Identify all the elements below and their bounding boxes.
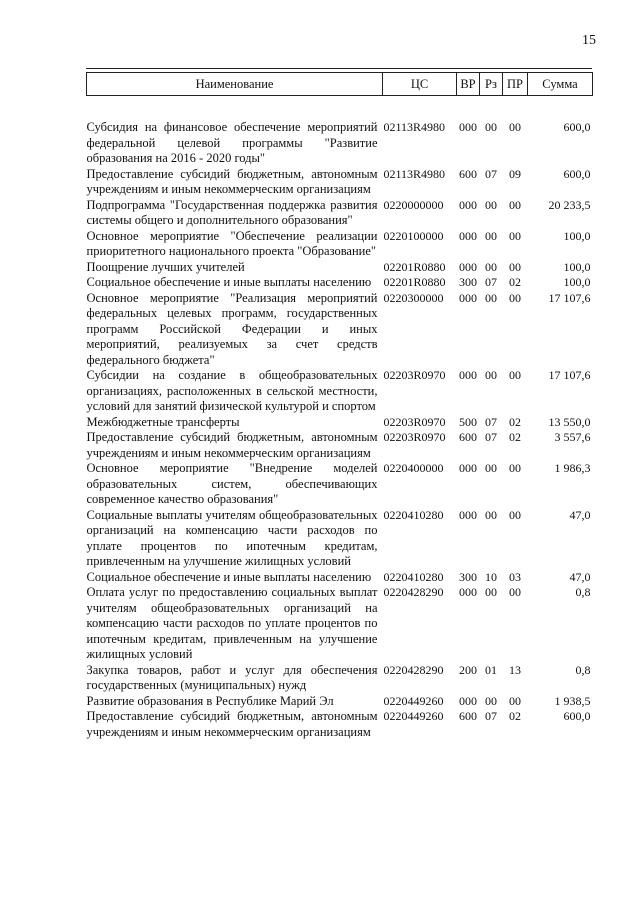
row-sum: 100,0 [563, 275, 591, 289]
page-number: 15 [582, 33, 596, 48]
row-name: Социальное обеспечение и иные выплаты населению [86, 569, 372, 584]
row-vr: 600 [459, 166, 477, 181]
table-row [87, 368, 593, 415]
row-cs: 0220449260 [383, 709, 444, 723]
row-pr: 02 [509, 414, 521, 429]
row-rz: 00 [485, 259, 497, 274]
row-vr: 000 [459, 120, 477, 134]
table-row [87, 96, 593, 167]
row-cs: 02113R4980 [383, 120, 446, 134]
row-rz: 00 [485, 585, 497, 599]
row-pr: 03 [509, 569, 521, 584]
row-rz: 07 [485, 709, 497, 723]
row-name: Предоставление субсидий бюджетным, автономным учреждениям и иным некоммерческим организациям [86, 709, 378, 739]
row-pr: 09 [509, 166, 521, 181]
row-name: Закупка товаров, работ и услуг для обеспечения государственных (муниципальных) нужд [86, 662, 378, 692]
table-row [87, 275, 593, 291]
row-rz: 00 [485, 197, 497, 212]
row-sum: 17 107,6 [548, 368, 591, 382]
table-body [87, 96, 593, 741]
row-pr: 00 [509, 197, 521, 212]
row-pr: 00 [509, 461, 521, 475]
header-sum: Сумма [528, 73, 593, 96]
row-vr: 000 [459, 228, 477, 243]
row-name: Предоставление субсидий бюджетным, автономным учреждениям и иным некоммерческим организациям [86, 430, 378, 460]
row-vr: 000 [459, 290, 477, 305]
row-rz: 07 [485, 166, 497, 181]
row-pr: 02 [509, 430, 521, 444]
row-rz: 00 [485, 290, 497, 305]
row-cs: 0220428290 [383, 662, 444, 677]
row-rz: 00 [485, 228, 497, 243]
row-cs: 02201R0880 [383, 275, 446, 289]
row-cs: 0220300000 [383, 290, 444, 305]
row-name: Развитие образования в Республике Марий Эл [86, 693, 334, 708]
row-vr: 300 [459, 275, 477, 289]
row-vr: 200 [459, 662, 477, 677]
row-sum: 0,8 [575, 662, 591, 677]
row-name: Основное мероприятие "Реализация мероприятий федеральных целевых программ, государственных программ Российской Федерации и иных мероприятий, реализуемых за счет средств федерального бюджета" [86, 290, 378, 367]
header-name: Наименование [87, 73, 383, 96]
row-cs: 0220428290 [383, 585, 444, 599]
table-row [87, 461, 593, 508]
row-vr: 000 [459, 461, 477, 475]
row-sum: 1 986,3 [554, 461, 591, 475]
header-rz: Рз [480, 73, 503, 96]
table-row [87, 570, 593, 586]
row-vr: 500 [459, 414, 477, 429]
row-vr: 600 [459, 709, 477, 723]
table-row [87, 291, 593, 369]
row-name: Основное мероприятие "Внедрение моделей образовательных систем, обеспечивающих современное качество образования" [86, 461, 378, 506]
row-cs: 0220400000 [383, 461, 444, 475]
row-cs: 02203R0970 [383, 430, 446, 444]
top-rule [86, 68, 592, 69]
row-name: Субсидия на финансовое обеспечение мероприятий федеральной целевой программы "Развитие образования на 2016 - 2020 годы" [86, 120, 378, 165]
row-sum: 20 233,5 [548, 197, 591, 212]
row-name: Поощрение лучших учителей [86, 259, 245, 274]
row-sum: 600,0 [563, 120, 591, 134]
header-row [87, 73, 593, 96]
row-vr: 000 [459, 368, 477, 382]
row-cs: 02203R0970 [383, 414, 446, 429]
table-row [87, 508, 593, 570]
row-rz: 07 [485, 430, 497, 444]
row-name: Подпрограмма "Государственная поддержка развития системы общего и дополнительного образования" [86, 197, 378, 227]
table-row [87, 198, 593, 229]
row-name: Социальные выплаты учителям общеобразовательных организаций на компенсацию части расходов по уплате процентов по ипотечным кредитам, привлеченным на улучшение жилищных условий [86, 507, 378, 568]
table-row [87, 694, 593, 710]
row-name: Оплата услуг по предоставлению социальных выплат учителям общеобразовательных организаций на компенсацию части расходов по уплате процентов по ипотечным кредитам, привлеченным на улучшение жилищных условий [86, 585, 378, 661]
row-pr: 00 [509, 368, 521, 382]
row-vr: 000 [459, 693, 477, 708]
row-rz: 07 [485, 414, 497, 429]
row-sum: 0,8 [575, 585, 591, 599]
row-vr: 600 [459, 430, 477, 444]
row-sum: 600,0 [563, 166, 591, 181]
table-row [87, 663, 593, 694]
row-pr: 13 [509, 662, 521, 677]
row-rz: 01 [485, 662, 497, 677]
table-row [87, 430, 593, 461]
row-rz: 10 [485, 569, 497, 584]
row-sum: 17 107,6 [548, 290, 591, 305]
table-row [87, 709, 593, 740]
table-row [87, 167, 593, 198]
row-sum: 3 557,6 [554, 430, 591, 444]
row-rz: 07 [485, 275, 497, 289]
row-sum: 1 938,5 [554, 693, 591, 708]
row-vr: 000 [459, 585, 477, 599]
row-sum: 47,0 [569, 507, 591, 522]
row-name: Основное мероприятие "Обеспечение реализации приоритетного национального проекта "Образование" [86, 228, 378, 258]
row-pr: 00 [509, 507, 521, 522]
row-cs: 02113R4980 [383, 166, 446, 181]
row-cs: 0220100000 [383, 228, 444, 243]
row-cs: 02203R0970 [383, 368, 446, 382]
table-header [87, 73, 593, 96]
row-rz: 00 [485, 461, 497, 475]
row-vr: 300 [459, 569, 477, 584]
row-vr: 000 [459, 507, 477, 522]
row-cs: 0220410280 [383, 569, 444, 584]
table-row [87, 415, 593, 431]
row-name: Межбюджетные трансферты [86, 414, 240, 429]
row-sum: 100,0 [563, 259, 591, 274]
table-row [87, 260, 593, 276]
row-name: Субсидии на создание в общеобразовательных организациях, расположенных в сельской местности, условий для занятий физической культурой и спортом [86, 368, 378, 413]
row-vr: 000 [459, 259, 477, 274]
table-row [87, 229, 593, 260]
row-pr: 02 [509, 709, 521, 723]
row-cs: 0220000000 [383, 197, 444, 212]
budget-table [86, 72, 593, 740]
header-cs: ЦС [383, 73, 457, 96]
row-sum: 100,0 [563, 228, 591, 243]
row-pr: 00 [509, 259, 521, 274]
row-pr: 00 [509, 228, 521, 243]
row-pr: 00 [509, 585, 521, 599]
row-cs: 02201R0880 [383, 259, 446, 274]
row-sum: 47,0 [569, 569, 591, 584]
row-name: Социальное обеспечение и иные выплаты населению [86, 275, 372, 289]
row-pr: 02 [509, 275, 521, 289]
row-name: Предоставление субсидий бюджетным, автономным учреждениям и иным некоммерческим организациям [86, 166, 378, 196]
row-pr: 00 [509, 693, 521, 708]
row-pr: 00 [509, 120, 521, 134]
header-pr: ПР [503, 73, 528, 96]
row-cs: 0220449260 [383, 693, 444, 708]
row-pr: 00 [509, 290, 521, 305]
row-cs: 0220410280 [383, 507, 444, 522]
row-sum: 13 550,0 [548, 414, 591, 429]
row-rz: 00 [485, 693, 497, 708]
table-row [87, 585, 593, 663]
row-rz: 00 [485, 368, 497, 382]
header-vr: ВР [457, 73, 480, 96]
row-sum: 600,0 [563, 709, 591, 723]
row-rz: 00 [485, 507, 497, 522]
row-vr: 000 [459, 197, 477, 212]
row-rz: 00 [485, 120, 497, 134]
